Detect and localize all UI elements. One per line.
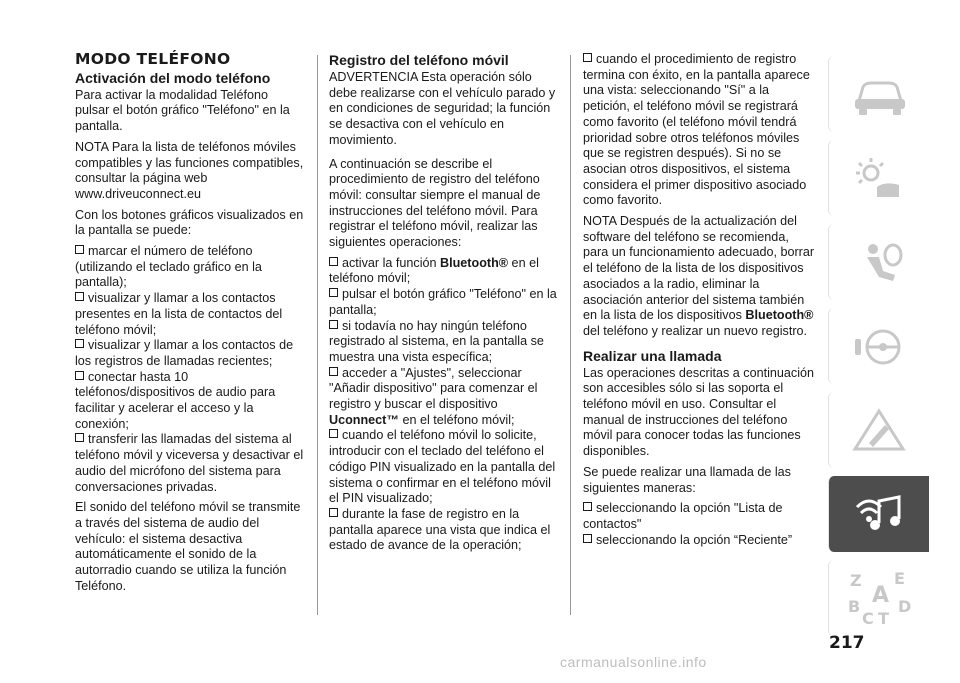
bullet-icon [75, 371, 84, 380]
heading-registration: Registro del teléfono móvil [329, 52, 509, 68]
index-letter: A [872, 583, 890, 608]
list-item: pulsar el botón gráfico "Teléfono" en la pantalla; [329, 287, 557, 317]
bullet-icon [75, 292, 84, 301]
bullet-icon [75, 245, 84, 254]
paragraph: Para activar la modalidad Teléfono pulsar el botón gráfico "Teléfono" en la pantalla. [75, 87, 290, 134]
list-item: visualizar y llamar a los contactos presentes en la lista de contactos del teléfono móvil; [75, 291, 283, 337]
bullet-icon [75, 433, 84, 442]
tab-index[interactable] [828, 560, 929, 636]
heading-activation: Activación del modo teléfono [75, 69, 271, 86]
column-1 [75, 52, 305, 600]
section-title: MODO TELÉFONO [75, 50, 231, 68]
heading-call: Realizar una llamada [583, 347, 722, 364]
bullet-icon [75, 339, 84, 348]
index-letter: Z [850, 571, 862, 590]
index-letter: B [848, 597, 861, 616]
bullet-icon [329, 429, 338, 438]
column-2 [329, 52, 561, 554]
bullet-icon [329, 508, 338, 517]
index-letter: E [894, 569, 905, 588]
page-number: 217 [829, 633, 865, 653]
warning-paragraph: ADVERTENCIA Esta operación sólo debe realizarse con el vehículo parado y en condiciones de seguridad; la función se desactiva con el vehículo en movimiento. [329, 70, 556, 147]
paragraph: Con los botones gráficos visualizados en la pantalla se puede: [75, 207, 304, 238]
paragraph: El sonido del teléfono móvil se transmite a través del sistema de audio del vehículo: el sistema desactiva automáticamente el sonido de la autorradio cuando se utiliza la función Teléfono. [75, 500, 301, 593]
note-paragraph: NOTA Después de la actualización del software del teléfono se recomienda, para un funcionamiento adecuado, borrar el teléfono de la lista de los dispositivos asociados a la radio, eliminar la asociación anterior del sistema también en la lista de los dispositivos Bluetooth® del teléfono y realizar un nuevo registro. [583, 214, 815, 338]
footer-watermark: carmanualsonline.info [560, 654, 707, 670]
bullet-icon [583, 534, 592, 543]
bullet-icon [583, 502, 592, 511]
index-letter: D [898, 597, 912, 616]
bullet-icon [329, 288, 338, 297]
list-item: cuando el procedimiento de registro termina con éxito, en la pantalla aparece una vista: seleccionando "Sí" a la petición, el teléfono móvil se registrará como favorito (el teléfono móvil tendrá prioridad sobre otros teléfonos móviles que se registren después). Si no se asocian otros dispositivos, el sistema considera el primer dispositivo asociado como favorito. [583, 52, 810, 208]
tab-steering[interactable] [828, 308, 929, 384]
list-item: visualizar y llamar a los contactos de los registros de llamadas recientes; [75, 338, 294, 368]
steering-icon [849, 321, 909, 371]
list-item: si todavía no hay ningún teléfono registrado al sistema, en la pantalla se muestra una vista específica; [329, 318, 544, 364]
tab-lights[interactable] [828, 140, 929, 216]
index-letter: T [878, 609, 889, 628]
paragraph: Se puede realizar una llamada de las siguientes maneras: [583, 464, 791, 495]
multimedia-icon [849, 487, 909, 541]
tab-warning[interactable] [828, 392, 929, 468]
list-item: acceder a "Ajustes", seleccionar "Añadir dispositivo" para comenzar el registro y buscar el dispositivo Uconnect™ en el teléfono móvil; [329, 365, 538, 427]
bullet-icon [329, 320, 338, 329]
warning-icon [849, 405, 909, 455]
index-letter: C [862, 609, 874, 628]
paragraph: Las operaciones descritas a continuación son accesibles sólo si las soporta el teléfono móvil en uso. Consultar el manual de instrucciones del teléfono móvil para conocer todas las funciones disponibles. [583, 365, 815, 459]
car-icon [849, 69, 909, 119]
lights-icon [849, 153, 909, 203]
column-3 [583, 52, 815, 548]
list-item: activar la función Bluetooth® en el teléfono móvil; [329, 255, 539, 286]
column-divider [317, 55, 318, 615]
chapter-tabs [828, 56, 928, 644]
tab-car[interactable] [828, 56, 929, 132]
airbag-icon [849, 237, 909, 287]
paragraph: A continuación se describe el procedimiento de registro del teléfono móvil: consultar siempre el manual de instrucciones del teléfono móvil. Para registrar el teléfono móvil, realizar las siguientes operaciones: [329, 156, 541, 250]
bullet-icon [329, 257, 338, 266]
list-item: conectar hasta 10 teléfonos/dispositivos de audio para facilitar y acelerar el acceso y la conexión; [75, 369, 276, 431]
list-item: durante la fase de registro en la pantalla aparece una vista que indica el estado de avance de la operación; [329, 506, 551, 553]
tab-multimedia[interactable] [828, 476, 929, 552]
list-item: transferir las llamadas del sistema al teléfono móvil y viceversa y desactivar el audio del micrófono del sistema para conversaciones privadas. [75, 432, 304, 494]
note-paragraph: NOTA Para la lista de teléfonos móviles compatibles y las funciones compatibles, consultar la página web www.driveuconnect.eu [75, 139, 304, 201]
list-item: marcar el número de teléfono (utilizando el teclado gráfico en la pantalla); [75, 244, 262, 290]
bullet-icon [329, 367, 338, 376]
tab-airbag[interactable] [828, 224, 929, 300]
index-icon [844, 568, 914, 628]
column-divider [570, 55, 571, 615]
list-item: seleccionando la opción "Lista de contactos" [583, 501, 783, 531]
list-item: seleccionando la opción “Reciente” [583, 533, 815, 549]
bullet-icon [583, 53, 592, 62]
list-item: cuando el teléfono móvil lo solicite, introducir con el teclado del teléfono el código PIN visualizado en la pantalla del sistema o confirmar en el teléfono móvil el PIN visualizado; [329, 428, 556, 506]
